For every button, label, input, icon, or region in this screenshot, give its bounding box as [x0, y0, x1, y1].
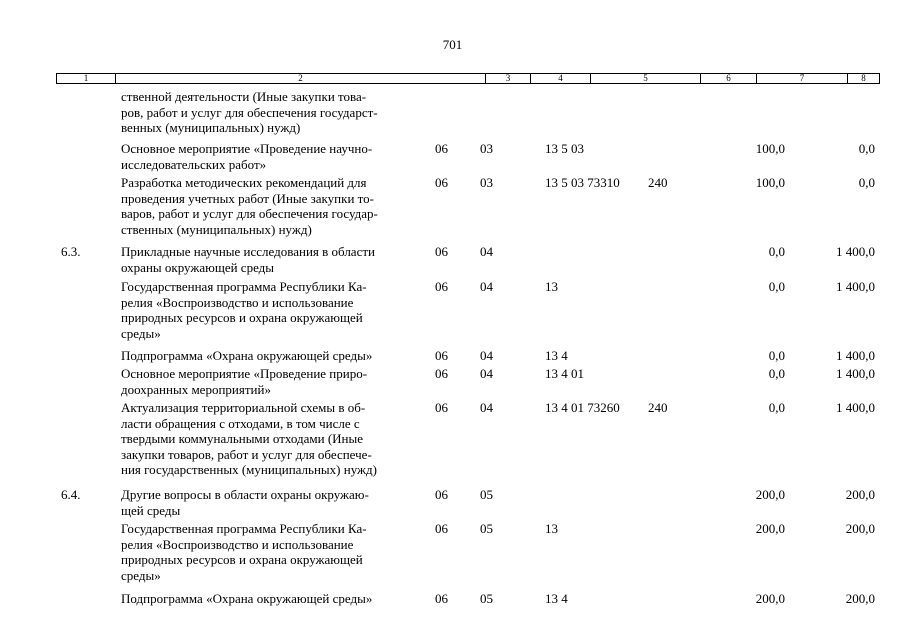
amount-col7: 0,0 — [768, 279, 785, 294]
description-line: природных ресурсов и охрана окружающей — [121, 552, 363, 567]
subsection-code: 05 — [480, 591, 493, 606]
column-header-4: 4 — [531, 74, 591, 83]
description-line: Прикладные научные исследования в области — [121, 244, 375, 259]
description-line: Другие вопросы в области охраны окружаю- — [121, 487, 369, 502]
amount-col8: 1 400,0 — [836, 348, 875, 363]
section-code: 06 — [435, 348, 448, 363]
section-code: 06 — [435, 175, 448, 190]
description-line: щей среды — [121, 502, 181, 518]
description-line: охраны окружающей среды — [121, 259, 275, 275]
target-article-code: 13 4 — [545, 591, 568, 606]
amount-col7: 0,0 — [768, 400, 785, 415]
row-number: 6.3. — [61, 244, 81, 259]
description-line: венных (муниципальных) нужд) — [121, 120, 301, 135]
target-article-code: 13 5 03 73310 — [545, 175, 620, 190]
row-description — [121, 175, 421, 237]
section-code: 06 — [435, 244, 448, 259]
description-line: варов, работ и услуг для обеспечения государ- — [121, 206, 378, 221]
amount-col7: 0,0 — [768, 244, 785, 259]
target-article-code: 13 5 03 — [545, 141, 584, 156]
row-description — [121, 591, 421, 607]
section-code: 06 — [435, 366, 448, 381]
subsection-code: 03 — [480, 175, 493, 190]
target-article-code: 13 4 01 — [545, 366, 584, 381]
description-line: ственной деятельности (Иные закупки това- — [121, 89, 367, 104]
amount-col8: 0,0 — [858, 141, 875, 156]
amount-col7: 0,0 — [768, 366, 785, 381]
amount-col7: 100,0 — [755, 175, 785, 190]
column-header-6: 6 — [701, 74, 757, 83]
description-line: исследовательских работ» — [121, 156, 267, 172]
amount-col8: 200,0 — [845, 591, 875, 606]
subsection-code: 05 — [480, 487, 493, 502]
description-line: Актуализация территориальной схемы в об- — [121, 400, 366, 415]
section-code: 06 — [435, 279, 448, 294]
row-description — [121, 244, 421, 275]
table-header-row — [56, 73, 880, 84]
description-line: ния государственных (муниципальных) нужд) — [121, 462, 377, 477]
description-line: Разработка методических рекомендаций для — [121, 175, 367, 190]
description-line: релия «Воспроизводство и использование — [121, 294, 354, 310]
column-header-7: 7 — [757, 74, 848, 83]
row-description — [121, 279, 421, 341]
description-line: ственных (муниципальных) нужд) — [121, 221, 312, 237]
amount-col8: 0,0 — [858, 175, 875, 190]
subsection-code: 03 — [480, 141, 493, 156]
subsection-code: 04 — [480, 348, 493, 363]
description-line: закупки товаров, работ и услуг для обеспече- — [121, 446, 372, 462]
description-line: доохранных мероприятий» — [121, 381, 271, 397]
description-line: Основное мероприятие «Проведение научно- — [121, 141, 373, 156]
target-article-code: 13 — [545, 521, 558, 536]
column-header-2: 2 — [116, 74, 486, 83]
row-description — [121, 487, 421, 518]
row-description — [121, 348, 421, 364]
section-code: 06 — [435, 487, 448, 502]
amount-col8: 1 400,0 — [836, 400, 875, 415]
column-header-5: 5 — [591, 74, 701, 83]
description-line: релия «Воспроизводство и использование — [121, 536, 354, 552]
description-line: Государственная программа Республики Ка- — [121, 279, 367, 294]
amount-col8: 200,0 — [845, 521, 875, 536]
row-number: 6.4. — [61, 487, 81, 502]
target-article-code: 13 4 — [545, 348, 568, 363]
description-line: проведения учетных работ (Иные закупки то- — [121, 190, 375, 206]
description-line: Основное мероприятие «Проведение приро- — [121, 366, 368, 381]
expense-type-code: 240 — [648, 175, 668, 190]
amount-col8: 1 400,0 — [836, 244, 875, 259]
row-description — [121, 89, 421, 136]
description-line: Подпрограмма «Охрана окружающей среды» — [121, 348, 373, 363]
description-line: Подпрограмма «Охрана окружающей среды» — [121, 591, 373, 606]
description-line: среды» — [121, 325, 161, 341]
section-code: 06 — [435, 591, 448, 606]
amount-col8: 200,0 — [845, 487, 875, 502]
section-code: 06 — [435, 521, 448, 536]
amount-col8: 1 400,0 — [836, 279, 875, 294]
row-description — [121, 366, 421, 397]
target-article-code: 13 — [545, 279, 558, 294]
description-line: среды» — [121, 567, 161, 583]
row-description — [121, 521, 421, 583]
subsection-code: 04 — [480, 279, 493, 294]
column-header-1: 1 — [57, 74, 116, 83]
row-description — [121, 141, 421, 172]
amount-col7: 200,0 — [755, 521, 785, 536]
page-number: 701 — [442, 37, 463, 52]
section-code: 06 — [435, 400, 448, 415]
amount-col7: 200,0 — [755, 591, 785, 606]
description-line: твердыми коммунальными отходами (Иные — [121, 431, 364, 446]
amount-col7: 100,0 — [755, 141, 785, 156]
subsection-code: 05 — [480, 521, 493, 536]
column-header-8: 8 — [861, 73, 866, 83]
subsection-code: 04 — [480, 244, 493, 259]
description-line: природных ресурсов и охрана окружающей — [121, 310, 363, 325]
amount-col7: 0,0 — [768, 348, 785, 363]
amount-col8: 1 400,0 — [836, 366, 875, 381]
section-code: 06 — [435, 141, 448, 156]
amount-col7: 200,0 — [755, 487, 785, 502]
description-line: Государственная программа Республики Ка- — [121, 521, 367, 536]
target-article-code: 13 4 01 73260 — [545, 400, 620, 415]
expense-type-code: 240 — [648, 400, 668, 415]
column-header-3: 3 — [486, 74, 531, 83]
description-line: ров, работ и услуг для обеспечения государст- — [121, 104, 378, 120]
subsection-code: 04 — [480, 366, 493, 381]
description-line: ласти обращения с отходами, в том числе с — [121, 415, 360, 431]
row-description — [121, 400, 421, 478]
subsection-code: 04 — [480, 400, 493, 415]
